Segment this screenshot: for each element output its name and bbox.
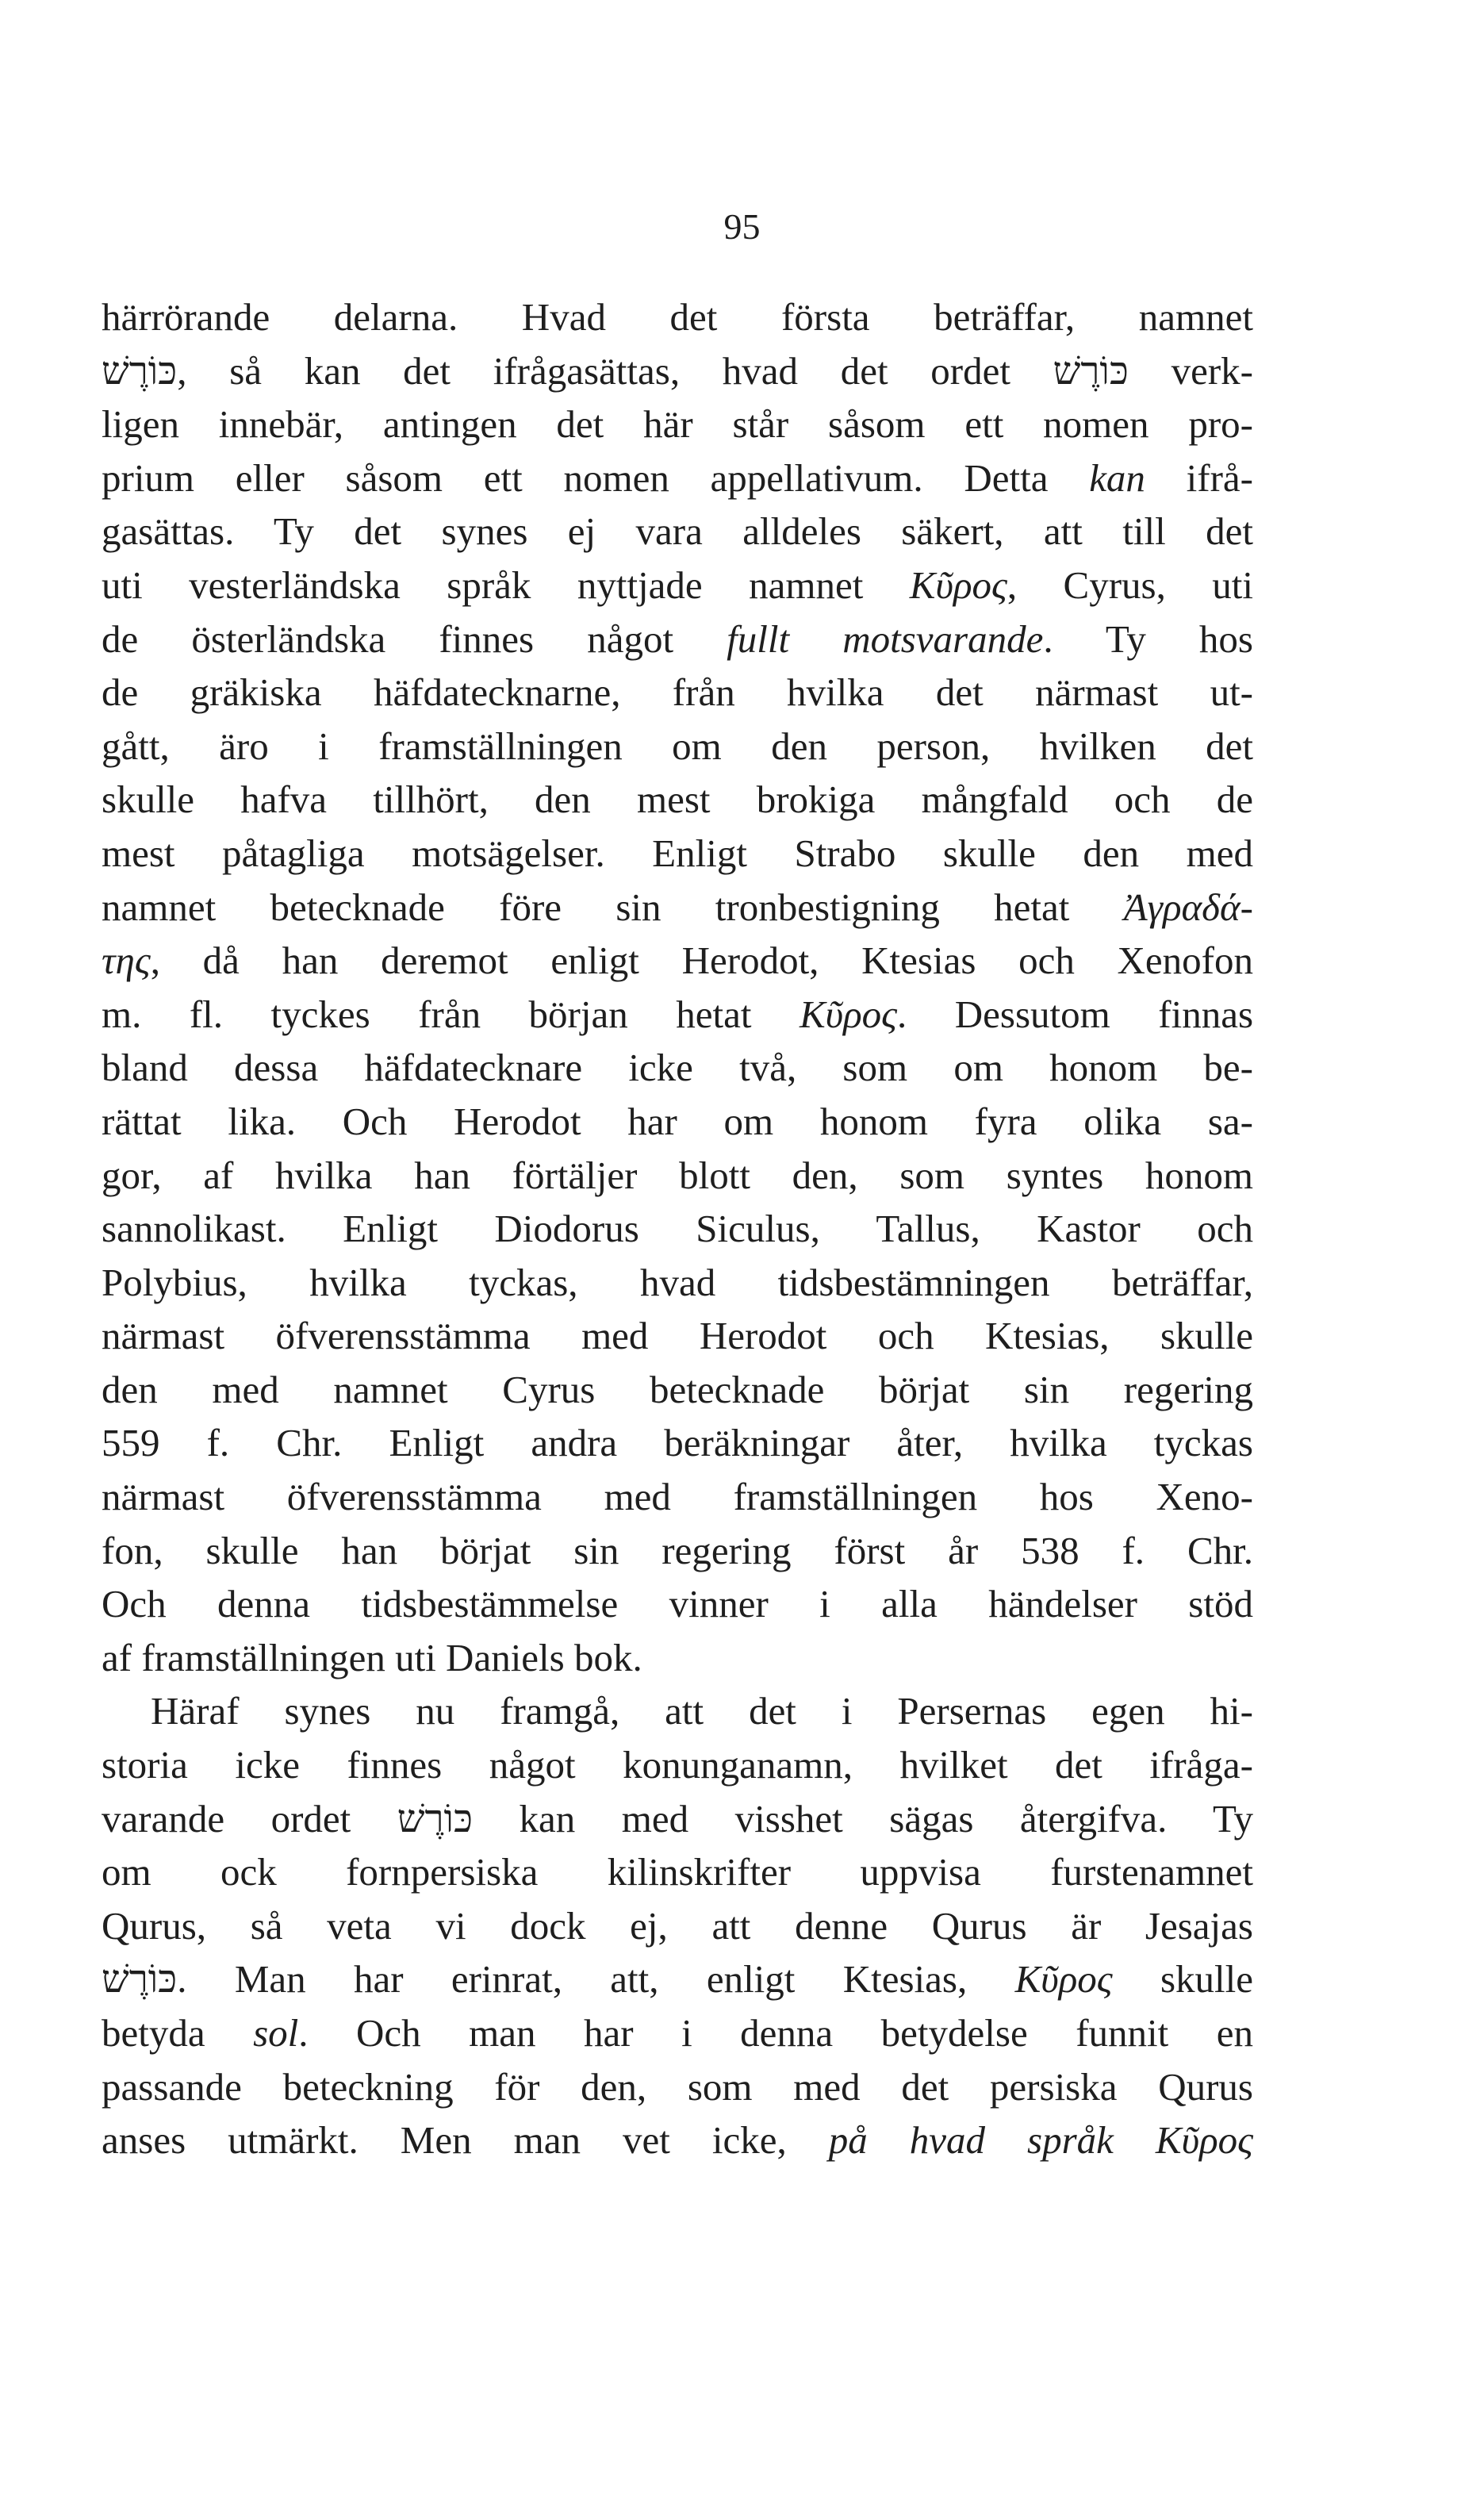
line-text: 559 f. Chr. Enligt andra beräkningar åter, hvilka tyckas <box>102 1421 1253 1465</box>
text-line <box>102 612 1253 666</box>
line-text: mest påtagliga motsägelser. Enligt Strabo skulle den med <box>102 831 1253 875</box>
text-line <box>102 934 1253 988</box>
line-text: närmast öfverensstämma med Herodot och Ktesias, skulle <box>102 1314 1253 1358</box>
text-line <box>102 505 1253 558</box>
line-text: . Ty hos <box>1043 616 1253 661</box>
line-text: prium eller såsom ett nomen appellativum. Detta <box>102 455 1090 500</box>
text-line <box>102 344 1253 398</box>
text-line <box>102 290 1253 344</box>
line-text: m. fl. tyckes från början hetat <box>102 992 800 1036</box>
text-line <box>102 2006 1253 2060</box>
text-line <box>102 451 1253 505</box>
line-text: gasättas. Ty det synes ej vara alldeles säkert, att till det <box>102 509 1253 554</box>
line-text: passande beteckning för den, som med det persiska Qurus <box>102 2064 1253 2109</box>
line-text: Häraf synes nu framgå, att det i Persernas egen hi- <box>151 1689 1253 1733</box>
line-text: gått, äro i framställningen om den person, hvilken det <box>102 724 1253 768</box>
text-line <box>102 773 1253 827</box>
line-text: härrörande delarna. Hvad det första beträffar, namnet <box>102 295 1253 339</box>
text-line <box>102 397 1253 451</box>
line-text: namnet betecknade före sin tronbestigning hetat <box>102 885 1124 929</box>
text-line <box>102 1524 1253 1578</box>
text-line <box>102 1738 1253 1792</box>
line-text: Qurus, så veta vi dock ej, att denne Qurus är Jesajas <box>102 1903 1253 1948</box>
text-line <box>102 1952 1253 2006</box>
line-text: rättat lika. Och Herodot har om honom fyra olika sa- <box>102 1099 1253 1143</box>
line-text: fon, skulle han börjat sin regering först år 538 f. Chr. <box>102 1528 1253 1572</box>
emphasized-text: kan <box>1089 455 1145 500</box>
text-line <box>102 1309 1253 1363</box>
line-text: närmast öfverensstämma med framställningen hos Xeno- <box>102 1475 1253 1519</box>
text-line <box>102 881 1253 935</box>
line-text: sannolikast. Enligt Diodorus Siculus, Tallus, Kastor och <box>102 1207 1253 1251</box>
body-text <box>102 290 1253 2167</box>
line-text: gor, af hvilka han förtäljer blott den, som syntes honom <box>102 1153 1253 1197</box>
line-text: den med namnet Cyrus betecknade börjat sin regering <box>102 1367 1253 1411</box>
line-text: de österländska finnes något <box>102 616 727 661</box>
line-text: . Dessutom finnas <box>897 992 1254 1036</box>
emphasized-text: fullt motsvarande <box>727 616 1044 661</box>
text-line <box>102 1095 1253 1149</box>
line-text: ligen innebär, antingen det här står såsom ett nomen pro- <box>102 402 1253 447</box>
text-line <box>102 1041 1253 1095</box>
emphasized-text: Κῦρος <box>1014 1957 1113 2002</box>
text-line <box>102 1577 1253 1631</box>
text-line <box>102 1363 1253 1417</box>
line-text: Och denna tidsbestämmelse vinner i alla händelser stöd <box>102 1582 1253 1626</box>
text-line <box>102 1792 1253 1846</box>
line-text: skulle hafva tillhört, den mest brokiga mångfald och de <box>102 777 1253 822</box>
line-text: , då han deremot enligt Herodot, Ktesias och Xenofon <box>150 939 1253 983</box>
text-line <box>102 666 1253 720</box>
text-line <box>102 558 1253 612</box>
text-line <box>102 1256 1253 1310</box>
text-line <box>102 988 1253 1042</box>
text-line <box>102 1845 1253 1899</box>
text-line <box>102 1470 1253 1524</box>
text-line <box>102 1149 1253 1203</box>
text-line <box>102 2060 1253 2114</box>
line-text: varande ordet כּוֹרֶשׁ kan med visshet sägas återgifva. Ty <box>102 1796 1253 1841</box>
text-line <box>102 720 1253 773</box>
line-text: af framställningen uti Daniels bok. <box>102 1635 642 1679</box>
text-line <box>102 1899 1253 1953</box>
text-line <box>102 2113 1253 2167</box>
line-text: . Och man har i denna betydelse funnit en <box>298 2011 1253 2055</box>
line-text: , Cyrus, uti <box>1007 562 1254 607</box>
line-text: storia icke finnes något konunganamn, hvilket det ifråga- <box>102 1743 1253 1787</box>
line-text: כּוֹרֶשׁ, så kan det ifrågasättas, hvad det ordet כּוֹרֶשׁ verk- <box>102 348 1254 393</box>
line-text: bland dessa häfdatecknare icke två, som om honom be- <box>102 1046 1253 1090</box>
line-text: ifrå- <box>1145 455 1253 500</box>
line-text: om ock fornpersiska kilinskrifter uppvisa furstenamnet <box>102 1850 1253 1894</box>
line-text: uti vesterländska språk nyttjade namnet <box>102 562 910 607</box>
line-text: betyda <box>102 2011 254 2055</box>
emphasized-text: Κῦρος <box>909 562 1007 607</box>
line-text: כּוֹרֶשׁ. Man har erinrat, att, enligt Ktesias, <box>102 1957 1015 2002</box>
emphasized-text: på hvad språk Κῦρος <box>828 2118 1253 2163</box>
line-text: anses utmärkt. Men man vet icke, <box>102 2118 829 2163</box>
text-line <box>102 827 1253 881</box>
text-line <box>102 1202 1253 1256</box>
line-text: Polybius, hvilka tyckas, hvad tidsbestämningen beträffar, <box>102 1260 1253 1304</box>
page-number: 95 <box>723 206 761 247</box>
emphasized-text: Ἀγραδά- <box>1123 885 1253 929</box>
line-text: skulle <box>1112 1957 1254 2002</box>
text-line <box>102 1416 1253 1470</box>
line-text: de gräkiska häfdatecknarne, från hvilka det närmast ut- <box>102 670 1253 715</box>
text-line <box>102 1631 1253 1685</box>
text-line <box>102 1684 1253 1738</box>
emphasized-text: Κῦρος <box>799 992 898 1036</box>
emphasized-text: της <box>102 939 151 983</box>
emphasized-text: sol <box>253 2011 299 2055</box>
